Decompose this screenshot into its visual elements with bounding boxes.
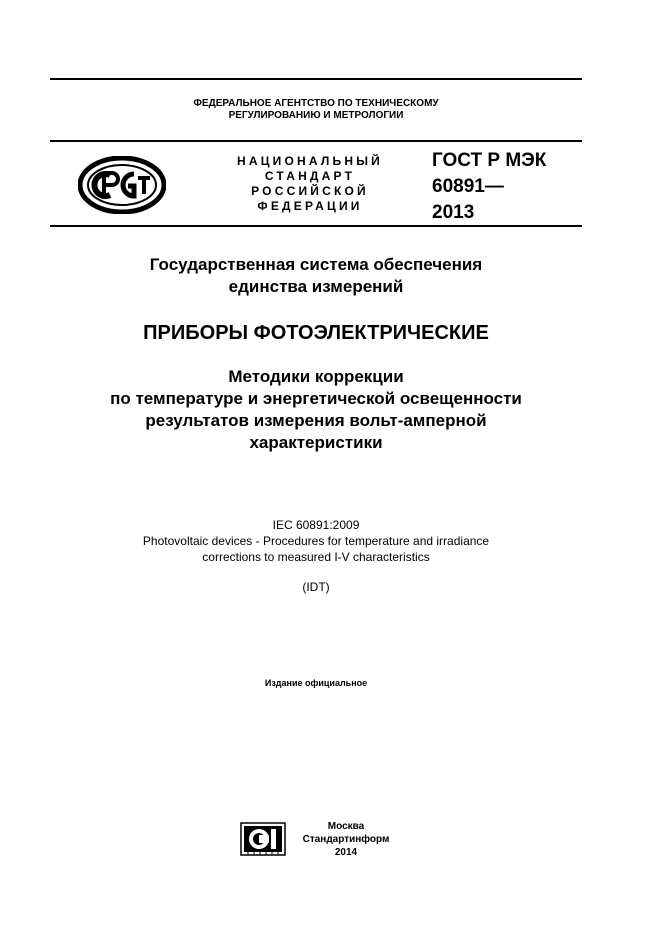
header-bottom-rule [50, 225, 582, 227]
header-rule [50, 140, 582, 142]
publisher-year: 2014 [334, 847, 358, 858]
iec-title-line-2: corrections to measured I-V characteristics [202, 550, 430, 564]
subtitle-line-4: характеристики [249, 433, 383, 452]
idt-label: (IDT) [302, 580, 330, 594]
publisher-name: Стандартинформ [302, 834, 390, 845]
publisher-info [296, 820, 396, 859]
national-standard-label [222, 154, 398, 214]
main-title: ПРИБОРЫ ФОТОЭЛЕКТРИЧЕСКИЕ [143, 322, 489, 344]
natstd-line-1: НАЦИОНАЛЬНЫЙ [236, 154, 384, 168]
natstd-line-4: ФЕДЕРАЦИИ [257, 199, 363, 213]
iec-number: IEC 60891:2009 [272, 518, 360, 532]
rst-mark-icon [78, 156, 166, 214]
series-title-line-1: Государственная система обеспечения [149, 255, 483, 274]
natstd-line-3: РОССИЙСКОЙ [251, 184, 369, 198]
series-title [50, 254, 582, 298]
edition-label: Издание официальное [264, 678, 368, 688]
agency-line-1: ФЕДЕРАЛЬНОЕ АГЕНТСТВО ПО ТЕХНИЧЕСКОМУ [193, 98, 439, 109]
agency-name [50, 98, 582, 122]
subtitle [50, 366, 582, 454]
agency-line-2: РЕГУЛИРОВАНИЮ И МЕТРОЛОГИИ [228, 110, 404, 121]
top-rule [50, 78, 582, 80]
subtitle-line-2: по температуре и энергетической освещенности [110, 389, 522, 408]
series-title-line-2: единства измерений [228, 277, 404, 296]
designation-line-1: ГОСТ Р МЭК [432, 150, 547, 171]
natstd-line-2: СТАНДАРТ [264, 169, 356, 183]
designation-line-2: 60891— [432, 176, 504, 197]
standartinform-icon [240, 822, 286, 856]
subtitle-line-1: Методики коррекции [228, 367, 404, 386]
standard-designation [432, 148, 582, 226]
designation-line-3: 2013 [432, 202, 475, 223]
publisher-city: Москва [327, 821, 365, 832]
subtitle-line-3: результатов измерения вольт-амперной [145, 411, 487, 430]
iec-reference [50, 517, 582, 565]
iec-title-line-1: Photovoltaic devices - Procedures for temperature and irradiance [142, 534, 490, 548]
